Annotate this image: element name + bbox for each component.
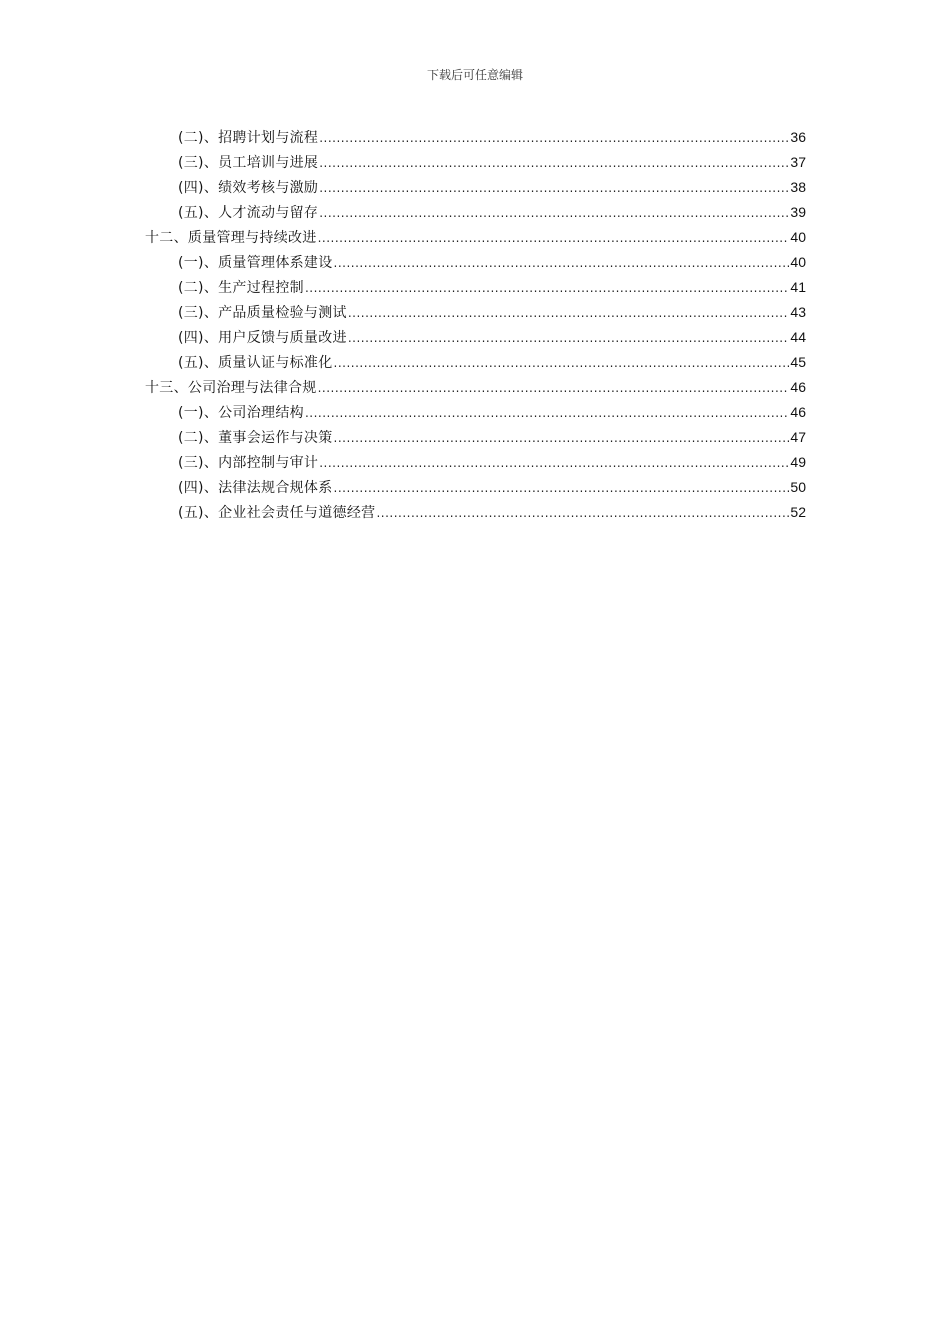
toc-dot-leader xyxy=(334,476,790,501)
toc-entry-title: (五)、质量认证与标准化 xyxy=(178,355,333,371)
toc-section-entry[interactable] xyxy=(145,125,806,150)
toc-section-entry[interactable] xyxy=(145,425,806,450)
toc-page-number: 41 xyxy=(790,279,806,295)
toc-page-number: 40 xyxy=(790,229,806,245)
toc-section-entry[interactable] xyxy=(145,325,806,350)
toc-section-entry[interactable] xyxy=(145,150,806,175)
table-of-contents xyxy=(145,125,806,525)
toc-dot-leader xyxy=(319,201,789,226)
toc-entry-title: (四)、法律法规合规体系 xyxy=(178,480,333,496)
toc-entry-title: (三)、内部控制与审计 xyxy=(178,455,319,471)
toc-entry-title: (一)、质量管理体系建设 xyxy=(178,255,333,271)
toc-dot-leader xyxy=(318,376,790,401)
toc-dot-leader xyxy=(319,451,789,476)
toc-page-number: 50 xyxy=(790,479,806,495)
toc-section-entry[interactable] xyxy=(145,450,806,475)
page-header: 下载后可任意编辑 xyxy=(426,68,523,82)
toc-page-number: 37 xyxy=(790,154,806,170)
toc-entry-title: (三)、员工培训与进展 xyxy=(178,155,319,171)
toc-entry-title: (五)、人才流动与留存 xyxy=(178,205,319,221)
toc-section-entry[interactable] xyxy=(145,250,806,275)
toc-entry-title: (四)、用户反馈与质量改进 xyxy=(178,330,347,346)
toc-chapter-entry[interactable] xyxy=(145,225,806,250)
toc-dot-leader xyxy=(319,176,789,201)
toc-page-number: 38 xyxy=(790,179,806,195)
toc-page-number: 46 xyxy=(790,404,806,420)
toc-dot-leader xyxy=(318,226,790,251)
toc-dot-leader xyxy=(319,126,789,151)
toc-dot-leader xyxy=(319,151,789,176)
toc-entry-title: (四)、绩效考核与激励 xyxy=(178,180,319,196)
toc-section-entry[interactable] xyxy=(145,500,806,525)
toc-dot-leader xyxy=(348,326,790,351)
toc-entry-title: (一)、公司治理结构 xyxy=(178,405,304,421)
toc-dot-leader xyxy=(334,426,790,451)
toc-dot-leader xyxy=(376,501,789,526)
toc-entry-title: (五)、企业社会责任与道德经营 xyxy=(178,505,376,521)
toc-section-entry[interactable] xyxy=(145,200,806,225)
toc-section-entry[interactable] xyxy=(145,175,806,200)
toc-dot-leader xyxy=(334,351,790,376)
toc-section-entry[interactable] xyxy=(145,300,806,325)
toc-entry-title: (二)、生产过程控制 xyxy=(178,280,304,296)
toc-chapter-entry[interactable] xyxy=(145,375,806,400)
toc-dot-leader xyxy=(348,301,790,326)
toc-page-number: 40 xyxy=(790,254,806,270)
toc-section-entry[interactable] xyxy=(145,275,806,300)
toc-page-number: 47 xyxy=(790,429,806,445)
toc-entry-title: (二)、董事会运作与决策 xyxy=(178,430,333,446)
toc-page-number: 46 xyxy=(790,379,806,395)
toc-page-number: 36 xyxy=(790,129,806,145)
toc-entry-title: (三)、产品质量检验与测试 xyxy=(178,305,347,321)
toc-dot-leader xyxy=(334,251,790,276)
toc-page-number: 45 xyxy=(790,354,806,370)
toc-entry-title: 十三、公司治理与法律合规 xyxy=(145,380,317,396)
toc-entry-title: 十二、质量管理与持续改进 xyxy=(145,230,317,246)
toc-entry-title: (二)、招聘计划与流程 xyxy=(178,130,319,146)
toc-section-entry[interactable] xyxy=(145,475,806,500)
toc-dot-leader xyxy=(305,276,789,301)
toc-page-number: 39 xyxy=(790,204,806,220)
toc-section-entry[interactable] xyxy=(145,350,806,375)
toc-page-number: 44 xyxy=(790,329,806,345)
toc-page-number: 43 xyxy=(790,304,806,320)
toc-page-number: 52 xyxy=(790,504,806,520)
toc-page-number: 49 xyxy=(790,454,806,470)
toc-dot-leader xyxy=(305,401,789,426)
toc-section-entry[interactable] xyxy=(145,400,806,425)
